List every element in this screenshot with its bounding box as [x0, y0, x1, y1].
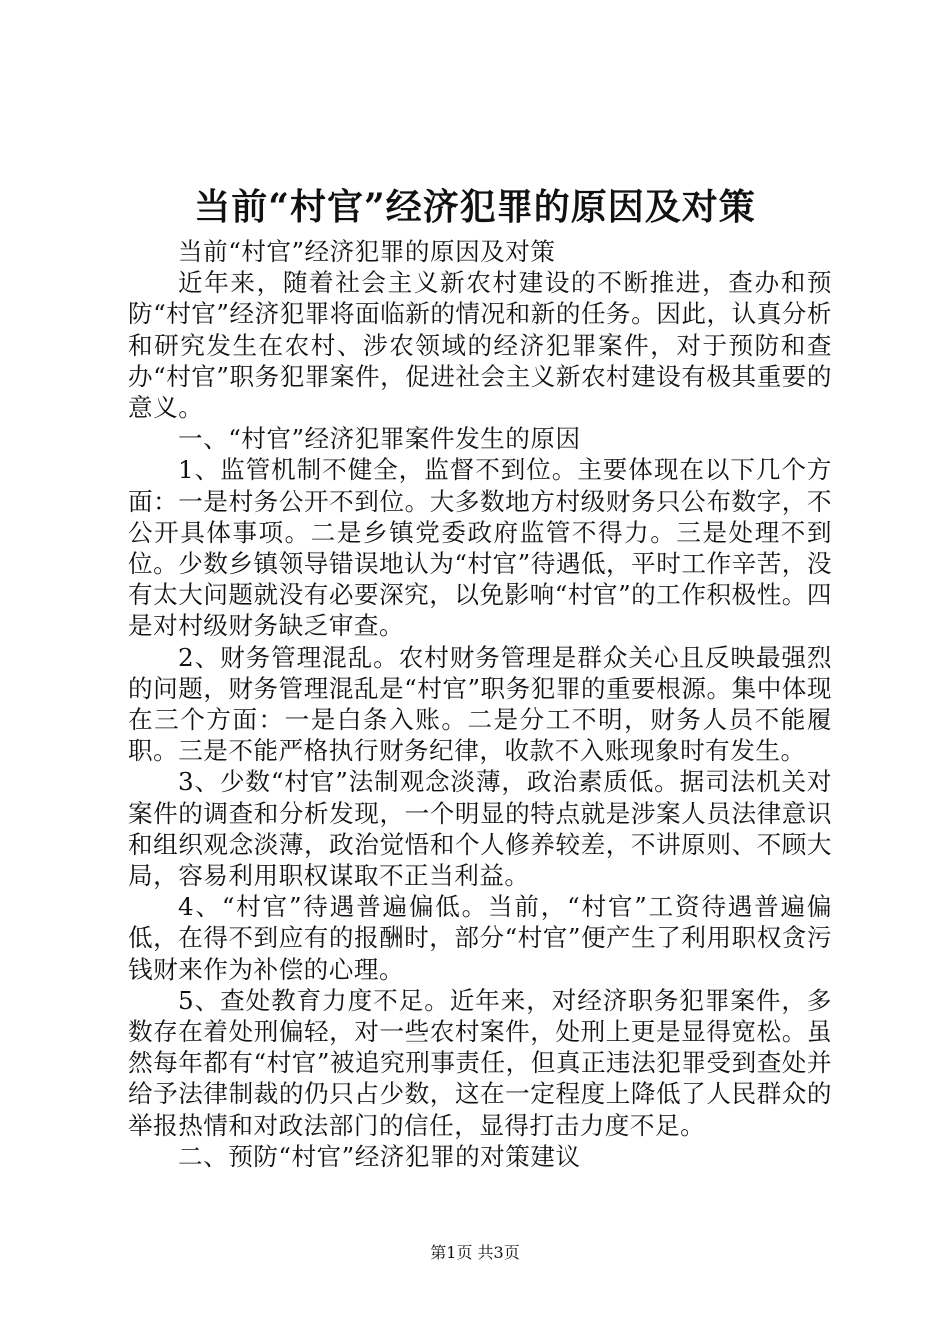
paragraph-cause-5: 5、查处教育力度不足。近年来，对经济职务犯罪案件，多数存在着处刑偏轻，对一些农村案件，处刑上更是显得宽松。虽然每年都有“村官”被追究刑事责任，但真正违法犯罪受到查处并给予法律制裁的仍只占少数，这在一定程度上降低了人民群众的举报热情和对政法部门的信任，显得打击力度不足。	[128, 985, 832, 1140]
section-heading-causes: 一、“村官”经济犯罪案件发生的原因	[178, 424, 581, 454]
paragraph-cause-2: 2、财务管理混乱。农村财务管理是群众关心且反映最强烈的问题，财务管理混乱是“村官”职务犯罪的重要根源。集中体现在三个方面：一是白条入账。二是分工不明，财务人员不能履职。三是不能严格执行财务纪律，收款不入账现象时有发生。	[128, 642, 832, 766]
paragraph-cause-3: 3、少数“村官”法制观念淡薄，政治素质低。据司法机关对案件的调查和分析发现，一个明显的特点就是涉案人员法律意识和组织观念淡薄，政治觉悟和个人修养较差，不讲原则、不顾大局，容易利用职权谋取不正当利益。	[128, 767, 832, 891]
paragraph-subtitle: 当前“村官”经济犯罪的原因及对策	[178, 237, 556, 266]
document-title: 当前“村官”经济犯罪的原因及对策	[194, 186, 756, 228]
paragraph-cause-1: 1、监管机制不健全，监督不到位。主要体现在以下几个方面：一是村务公开不到位。大多数地方村级财务只公布数字，不公开具体事项。二是乡镇党委政府监管不得力。三是处理不到位。少数乡镇领导错误地认为“村官”待遇低，平时工作辛苦，没有太大问题就没有必要深究，以免影响“村官”的工作积极性。四是对村级财务缺乏审查。	[128, 455, 832, 641]
paragraph-intro: 近年来，随着社会主义新农村建设的不断推进，查办和预防“村官”经济犯罪将面临新的情况和新的任务。因此，认真分析和研究发生在农村、涉农领域的经济犯罪案件，对于预防和查办“村官”职务犯罪案件，促进社会主义新农村建设有极其重要的意义。	[128, 268, 832, 423]
document-body	[128, 236, 832, 1172]
page-footer: 第1页 共3页	[430, 1243, 520, 1262]
section-heading-countermeasures: 二、预防“村官”经济犯罪的对策建议	[178, 1141, 581, 1171]
paragraph-cause-4: 4、“村官”待遇普遍偏低。当前，“村官”工资待遇普遍偏低，在得不到应有的报酬时，部分“村官”便产生了利用职权贪污钱财来作为补偿的心理。	[128, 892, 832, 984]
